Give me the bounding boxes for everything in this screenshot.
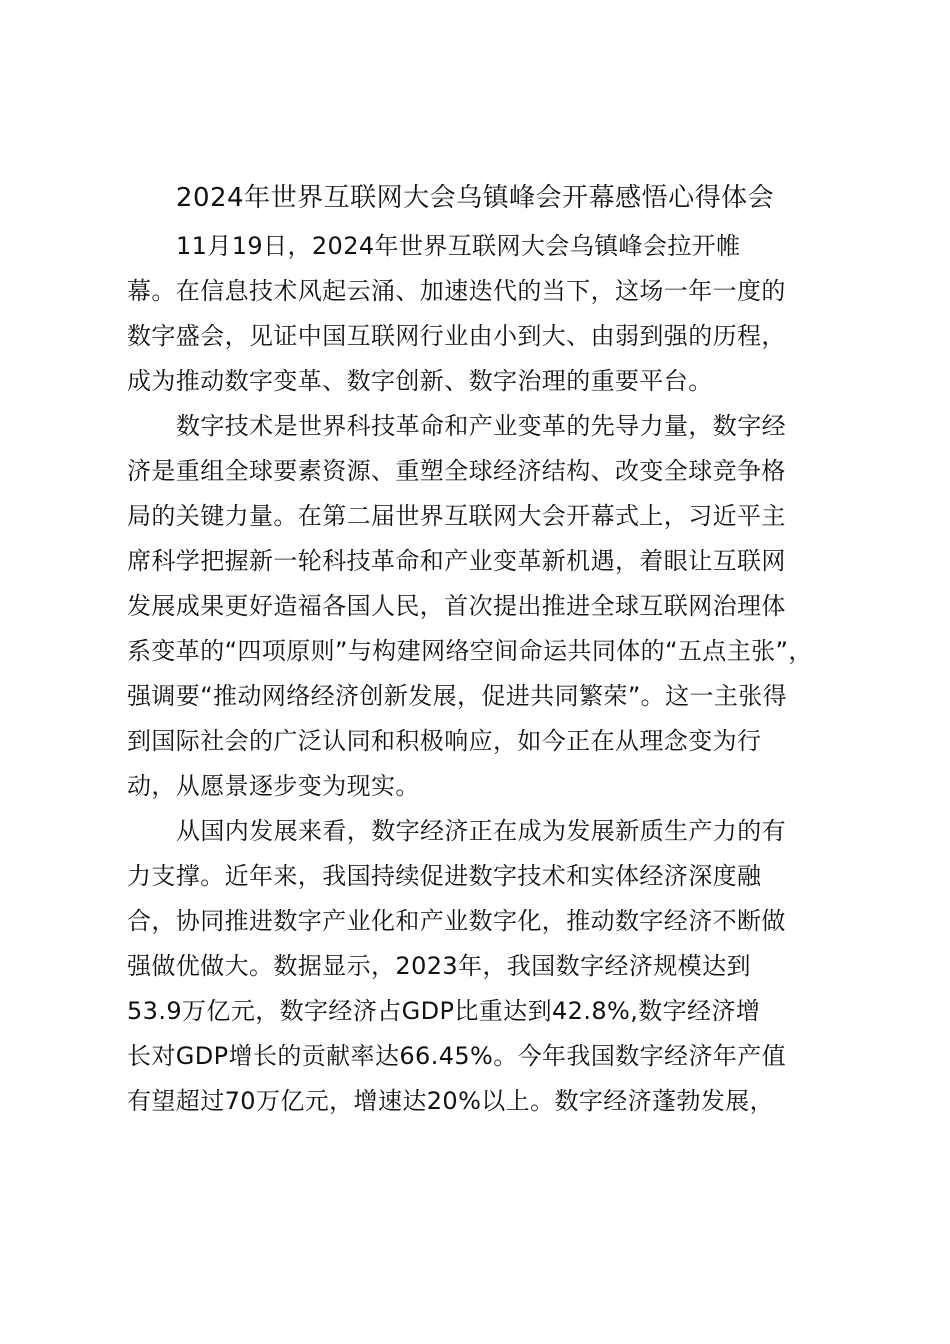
- paragraph-3-line-2: 力支撑。近年来，我国持续促进数字技术和实体经济深度融: [127, 862, 762, 890]
- paragraph-1-line-3: 数字盛会，见证中国互联网行业由小到大、由弱到强的历程，: [127, 322, 786, 350]
- paragraph-3-line-7: 有望超过70万亿元，增速达20%以上。数字经济蓬勃发展，: [127, 1087, 775, 1115]
- paragraph-2-line-4: 席科学把握新一轮科技革命和产业变革新机遇，着眼让互联网: [127, 547, 786, 575]
- paragraph-2-line-3: 局的关键力量。在第二届世界互联网大会开幕式上，习近平主: [127, 502, 786, 530]
- paragraph-2-line-9: 动，从愿景逐步变为现实。: [127, 772, 420, 800]
- paragraph-2-line-5: 发展成果更好造福各国人民，首次提出推进全球互联网治理体: [127, 592, 786, 620]
- paragraph-1-line-2: 幕。在信息技术风起云涌、加速迭代的当下，这场一年一度的: [127, 277, 786, 305]
- paragraph-2-line-8: 到国际社会的广泛认同和积极响应，如今正在从理念变为行: [127, 727, 762, 755]
- paragraph-1-line-4: 成为推动数字变革、数字创新、数字治理的重要平台。: [127, 367, 713, 395]
- paragraph-3-line-1: 从国内发展来看，数字经济正在成为发展新质生产力的有: [176, 817, 786, 845]
- paragraph-2-line-7: 强调要“推动网络经济创新发展，促进共同繁荣”。这一主张得: [127, 682, 788, 710]
- document-title: 2024年世界互联网大会乌镇峰会开幕感悟心得体会: [175, 183, 775, 213]
- paragraph-3-line-4: 强做优做大。数据显示，2023年，我国数字经济规模达到: [127, 952, 751, 980]
- paragraph-2-line-2: 济是重组全球要素资源、重塑全球经济结构、改变全球竞争格: [127, 457, 786, 485]
- paragraph-3-line-5: 53.9万亿元，数字经济占GDP比重达到42.8%,数字经济增: [127, 997, 761, 1025]
- paragraph-1-line-1: 11月19日，2024年世界互联网大会乌镇峰会拉开帷: [176, 232, 741, 260]
- paragraph-3-line-3: 合，协同推进数字产业化和产业数字化，推动数字经济不断做: [127, 907, 786, 935]
- paragraph-2-line-6: 系变革的“四项原则”与构建网络空间命运共同体的“五点主张”，: [127, 637, 813, 665]
- paragraph-3-line-6: 长对GDP增长的贡献率达66.45%。今年我国数字经济年产值: [127, 1042, 787, 1070]
- paragraph-2-line-1: 数字技术是世界科技革命和产业变革的先导力量，数字经: [176, 412, 786, 440]
